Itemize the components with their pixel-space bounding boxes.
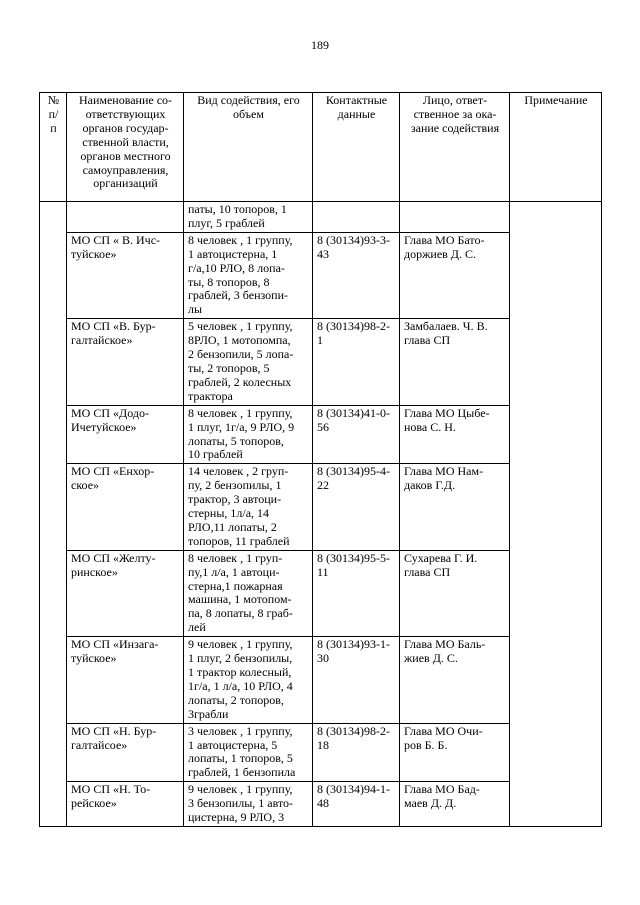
organization-cell: МО СП « В. Ичс- туйское» <box>67 232 184 318</box>
header-responsible: Лицо, ответ- ственное за ока- зание содействия <box>400 93 510 202</box>
organization-cell: МО СП «В. Бур- галтайское» <box>67 319 184 405</box>
header-assistance: Вид содействия, его объем <box>184 93 313 202</box>
responsible-cell: Сухарева Г. И. глава СП <box>400 550 510 636</box>
table-header-row <box>40 93 602 202</box>
assistance-cell: 3 человек , 1 группу, 1 автоцистерна, 5 лопаты, 1 топоров, 5 граблей, 1 бензопила <box>184 723 313 782</box>
responsible-cell: Глава МО Нам- даков Г.Д. <box>400 464 510 550</box>
assistance-cell: 9 человек , 1 группу, 1 плуг, 2 бензопилы, 1 трактор колесный, 1г/а, 1 л/а, 10 РЛО, 4 лопаты, 2 топоров, 3грабли <box>184 637 313 723</box>
contacts-cell <box>313 202 400 233</box>
assistance-cell: паты, 10 топоров, 1 плуг, 5 граблей <box>184 202 313 233</box>
responsible-cell: Глава МО Цыбе- нова С. Н. <box>400 405 510 464</box>
assistance-cell: 5 человек , 1 группу, 8РЛО, 1 мотопомпа, 2 бензопили, 5 лопа- ты, 2 топоров, 5 граблей, 2 колесных трактора <box>184 319 313 405</box>
assistance-cell: 9 человек , 1 группу, 3 бензопилы, 1 авто- цистерна, 9 РЛО, 3 <box>184 782 313 827</box>
note-cell <box>510 202 602 827</box>
responsible-cell: Глава МО Баль- жиев Д. С. <box>400 637 510 723</box>
responsible-cell: Глава МО Очи- ров Б. Б. <box>400 723 510 782</box>
contacts-cell: 8 (30134)95-4- 22 <box>313 464 400 550</box>
contacts-cell: 8 (30134)93-3- 43 <box>313 232 400 318</box>
contacts-cell: 8 (30134)98-2- 18 <box>313 723 400 782</box>
contacts-cell: 8 (30134)98-2- 1 <box>313 319 400 405</box>
contacts-cell: 8 (30134)95-5- 11 <box>313 550 400 636</box>
page-number: 189 <box>311 38 329 52</box>
responsible-cell: Глава МО Бато- доржиев Д. С. <box>400 232 510 318</box>
organization-cell: МО СП «Н. То- рейское» <box>67 782 184 827</box>
contacts-cell: 8 (30134)93-1- 30 <box>313 637 400 723</box>
organization-cell: МО СП «Енхор- ское» <box>67 464 184 550</box>
organization-cell <box>67 202 184 233</box>
header-organization: Наименование со- ответствующих органов государ- ственной власти, органов местного самоуправления, организаций <box>67 93 184 202</box>
responsible-cell: Замбалаев. Ч. В. глава СП <box>400 319 510 405</box>
organization-cell: МО СП «Додо- Ичетуйское» <box>67 405 184 464</box>
header-contacts: Контактные данные <box>313 93 400 202</box>
assistance-table <box>39 92 602 827</box>
header-note: Примечание <box>510 93 602 202</box>
responsible-cell: Глава МО Бад- маев Д. Д. <box>400 782 510 827</box>
assistance-cell: 8 человек , 1 группу, 1 плуг, 1г/а, 9 РЛО, 9 лопаты, 5 топоров, 10 граблей <box>184 405 313 464</box>
header-number: № п/ п <box>40 93 67 202</box>
number-cell <box>40 202 67 827</box>
assistance-cell: 14 человек , 2 груп- пу, 2 бензопилы, 1 трактор, 3 автоци- стерны, 1л/а, 14 РЛО,11 лопаты, 2 топоров, 11 граблей <box>184 464 313 550</box>
organization-cell: МО СП «Инзага- туйское» <box>67 637 184 723</box>
assistance-cell: 8 человек , 1 груп- пу,1 л/а, 1 автоци- стерна,1 пожарная машина, 1 мотопом- па, 8 лопаты, 8 граб- лей <box>184 550 313 636</box>
contacts-cell: 8 (30134)41-0- 56 <box>313 405 400 464</box>
assistance-cell: 8 человек , 1 группу, 1 автоцистерна, 1 г/а,10 РЛО, 8 лопа- ты, 8 топоров, 8 граблей, 3 бензопи- лы <box>184 232 313 318</box>
organization-cell: МО СП «Желту- ринское» <box>67 550 184 636</box>
contacts-cell: 8 (30134)94-1- 48 <box>313 782 400 827</box>
organization-cell: МО СП «Н. Бур- галтайсое» <box>67 723 184 782</box>
responsible-cell <box>400 202 510 233</box>
table-row <box>40 202 602 233</box>
